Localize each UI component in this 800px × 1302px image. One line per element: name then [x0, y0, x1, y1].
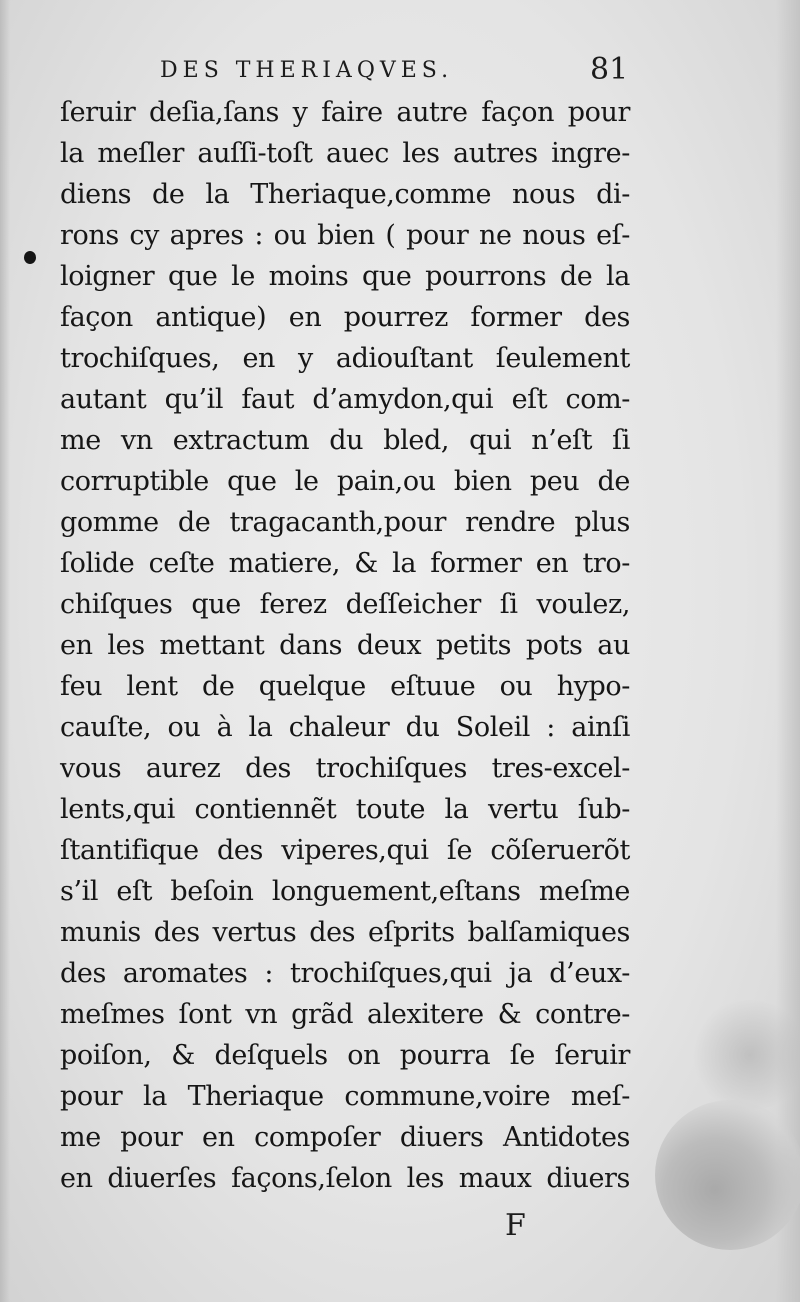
- text-line: corruptible que le pain,ou bien peu de: [60, 466, 630, 497]
- text-line: loigner que le moins que pourrons de la: [60, 261, 630, 292]
- text-line: s’il eſt beſoin longuement,eſtans meſme: [60, 876, 630, 907]
- running-head: DES THERIAQVES.: [160, 58, 454, 83]
- paper-stain: [655, 1100, 800, 1250]
- page-header: [0, 52, 800, 92]
- ink-spot: [24, 251, 36, 264]
- text-line: rons cy apres : ou bien ( pour ne nous eſ-: [60, 220, 630, 251]
- text-line: gomme de tragacanth,pour rendre plus: [60, 507, 630, 538]
- text-line: pour la Theriaque commune,voire meſ-: [60, 1081, 630, 1112]
- text-line: façon antique) en pourrez former des: [60, 302, 630, 333]
- text-line: des aromates : trochiſques,qui ja d’eux-: [60, 958, 630, 989]
- text-line: la meſler auſſi-toſt auec les autres ingre-: [60, 138, 630, 169]
- page-edge-shadow-left: [0, 0, 10, 1302]
- text-line: en les mettant dans deux petits pots au: [60, 630, 630, 661]
- text-line: cauſte, ou à la chaleur du Soleil : ainſi: [60, 712, 630, 743]
- text-line: ſeruir deſia,ſans y faire autre façon pour: [60, 97, 630, 128]
- text-line: feu lent de quelque eſtuue ou hypo-: [60, 671, 630, 702]
- text-line: trochiſques, en y adiouſtant ſeulement: [60, 343, 630, 374]
- text-line: autant qu’il faut d’amydon,qui eſt com-: [60, 384, 630, 415]
- body-text: [60, 92, 630, 1199]
- text-line: me pour en compoſer diuers Antidotes: [60, 1122, 630, 1153]
- text-line: ſolide ceſte matiere, & la former en tro-: [60, 548, 630, 579]
- paper-stain-faint: [690, 1000, 800, 1110]
- page-number: 81: [590, 52, 629, 87]
- text-line: me vn extractum du bled, qui n’eſt ſi: [60, 425, 630, 456]
- page-edge-shadow-right: [776, 0, 800, 1302]
- text-line: chiſques que ferez deſſeicher ſi voulez,: [60, 589, 630, 620]
- text-line: poiſon, & deſquels on pourra ſe ſeruir: [60, 1040, 630, 1071]
- text-line: en diuerſes façons,ſelon les maux diuers: [60, 1163, 630, 1194]
- text-line: vous aurez des trochiſques tres-excel-: [60, 753, 630, 784]
- text-line: diens de la Theriaque,comme nous di-: [60, 179, 630, 210]
- text-line: munis des vertus des eſprits balſamiques: [60, 917, 630, 948]
- text-line: ſtantifique des viperes,qui ſe cõſeruerõt: [60, 835, 630, 866]
- signature-mark: F: [505, 1208, 526, 1243]
- text-line: lents,qui contiennẽt toute la vertu ſub-: [60, 794, 630, 825]
- text-line: meſmes ſont vn grãd alexitere & contre-: [60, 999, 630, 1030]
